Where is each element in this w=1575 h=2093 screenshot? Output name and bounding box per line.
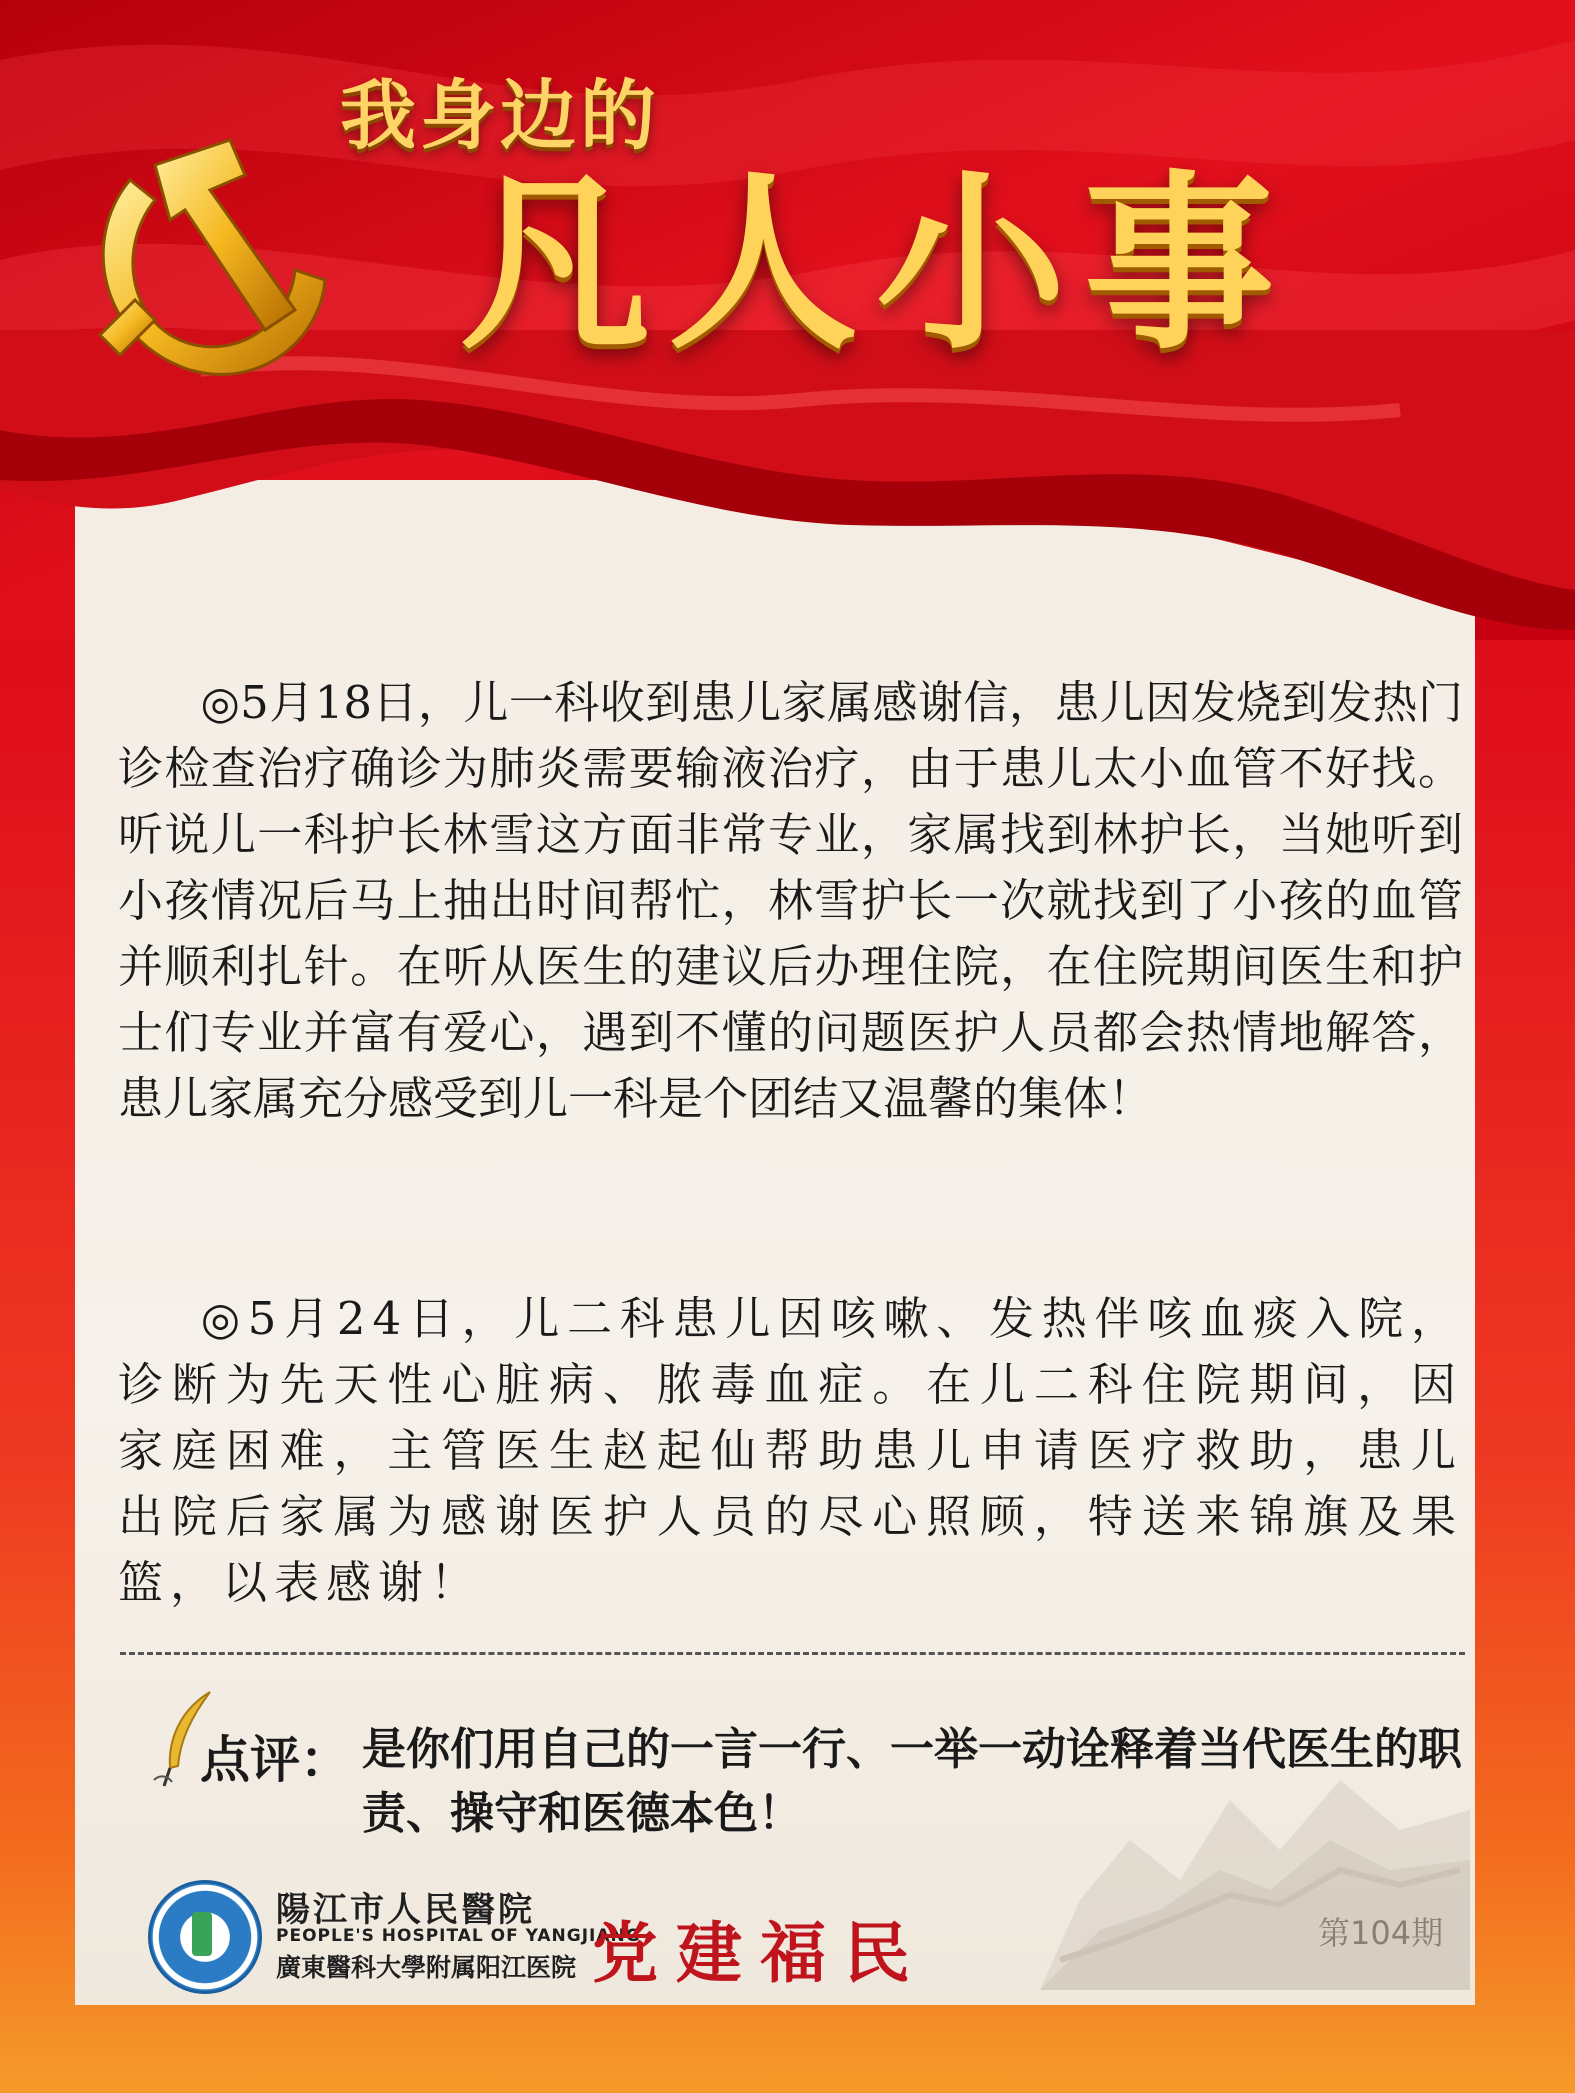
slogan: 党建福民 — [592, 1914, 928, 1992]
article-paragraph-1-text: ◎5月18日，儿一科收到患儿家属感谢信，患儿因发烧到发热门诊检查治疗确诊为肺炎需要输液治疗，由于患儿太小血管不好找。听说儿一科护长林雪这方面非常专业，家属找到林护长，当她听到小孩情况后马上抽出时间帮忙，林雪护长一次就找到了小孩的血管并顺利扎针。在听从医生的建议后办理住院，在住院期间医生和护士们专业并富有爱心，遇到不懂的问题医护人员都会热情地解答，患儿家属充分感受到儿一科是个团结又温馨的集体！ — [118, 676, 1463, 1125]
divider-line — [120, 1652, 1465, 1655]
article-paragraph-2-text: ◎5月24日，儿二科患儿因咳嗽、发热伴咳血痰入院，诊断为先天性心脏病、脓毒血症。在儿二科住院期间，因家庭困难，主管医生赵起仙帮助患儿申请医疗救助，患儿出院后家属为感谢医护人员的尽心照顾，特送来锦旗及果篮，以表感谢！ — [118, 1292, 1463, 1609]
comment-text: 是你们用自己的一言一行、一举一动诠释着当代医生的职责、操守和医德本色！ — [362, 1724, 1462, 1839]
hospital-name-cn: 陽江市人民醫院 — [276, 1890, 535, 1930]
article-paragraph-1 — [118, 670, 1463, 1132]
title-heading: 凡人小事 — [460, 154, 1293, 375]
hospital-affiliation: 廣東醫科大學附属阳江医院 — [276, 1953, 577, 1982]
comment-label: 点评： — [200, 1730, 350, 1789]
party-emblem-icon — [60, 120, 340, 400]
issue-number: 第104期 — [1318, 1914, 1444, 1952]
article-paragraph-2 — [118, 1286, 1463, 1616]
hospital-name-en: PEOPLE'S HOSPITAL OF YANGJIANG — [276, 1926, 641, 1946]
caduceus-icon — [192, 1912, 212, 1956]
title-subheading: 我身边的 — [340, 71, 660, 160]
